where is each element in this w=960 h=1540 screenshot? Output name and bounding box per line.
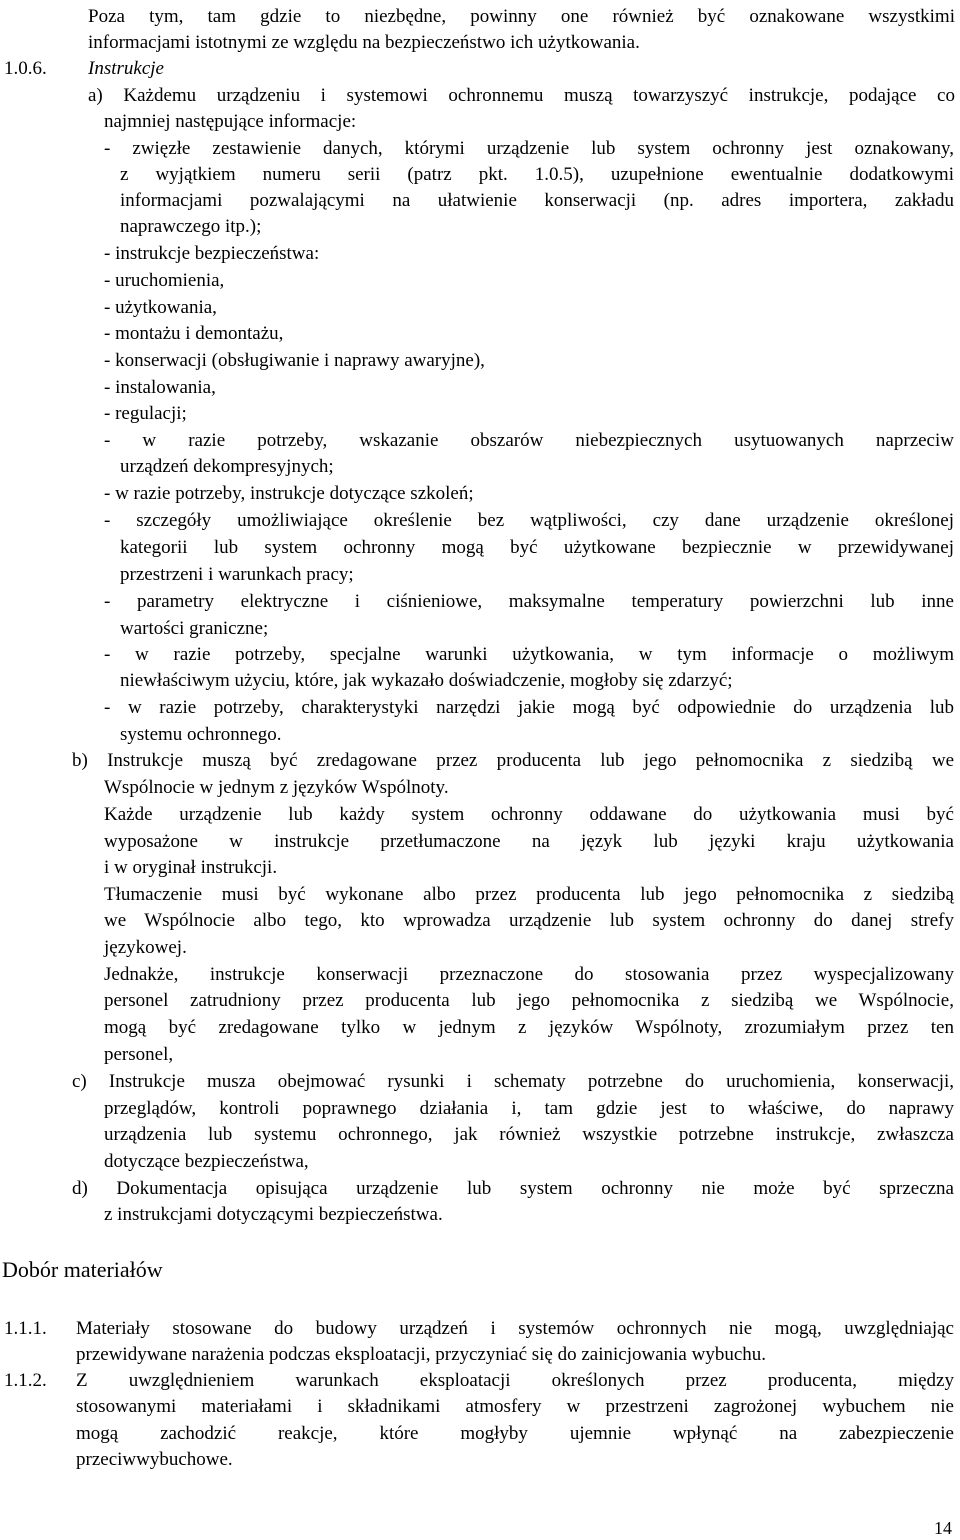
b-line-11: mogą być zredagowane tylko w jednym z języków Wspólnoty, zrozumiałym przez ten xyxy=(104,1017,954,1038)
a-line-22: - w razie potrzeby, specjalne warunki użytkowania, w tym informacje o możliwym xyxy=(104,644,954,665)
a-line-8: - uruchomienia, xyxy=(104,270,225,291)
page-number: 14 xyxy=(934,1518,952,1538)
b-line-8: językowej. xyxy=(104,937,187,958)
c-line-4: dotyczące bezpieczeństwa, xyxy=(104,1151,309,1172)
a-line-16: - w razie potrzeby, instrukcje dotyczące szkoleń; xyxy=(104,483,474,504)
s112-line-4: przeciwwybuchowe. xyxy=(76,1449,233,1470)
c-line-3: urządzenia lub systemu ochronnego, jak również wszystkie potrzebne instrukcje, zwłaszcza xyxy=(104,1124,954,1145)
s112-line-3: mogą zachodzić reakcje, które mogłyby ujemnie wpłynąć na zabezpieczenie xyxy=(76,1423,954,1444)
s111-line-2: przewidywane narażenia podczas eksploatacji, przyczyniać się do zainicjowania wybuchu. xyxy=(76,1344,767,1365)
a-line-14: - w razie potrzeby, wskazanie obszarów niebezpiecznych usytuowanych naprzeciw xyxy=(104,430,954,451)
d-line-2: z instrukcjami dotyczącymi bezpieczeństwa. xyxy=(104,1204,443,1225)
a-line-23: niewłaściwym użyciu, które, jak wykazało doświadczenie, mogłoby się zdarzyć; xyxy=(120,670,733,691)
s111-line-1: Materiały stosowane do budowy urządzeń i systemów ochronnych nie mogą, uwzględniając xyxy=(76,1318,954,1339)
b-line-2: Wspólnocie w jednym z języków Wspólnoty. xyxy=(104,777,449,798)
intro-line-2: informacjami istotnymi ze względu na bezpieczeństwo ich użytkowania. xyxy=(88,32,640,53)
a-line-6: naprawczego itp.); xyxy=(120,216,262,237)
a-line-17: - szczegóły umożliwiające określenie bez wątpliwości, czy dane urządzenie określonej xyxy=(104,510,954,531)
section-number-106: 1.0.6. xyxy=(4,58,47,79)
a-line-7: - instrukcje bezpieczeństwa: xyxy=(104,243,320,264)
a-line-9: - użytkowania, xyxy=(104,297,217,318)
b-line-6: Tłumaczenie musi być wykonane albo przez producenta lub jego pełnomocnika z siedzibą xyxy=(104,884,954,905)
a-line-3: - zwięzłe zestawienie danych, którymi urządzenie lub system ochronny jest oznakowany, xyxy=(104,138,954,159)
b-line-5: i w oryginał instrukcji. xyxy=(104,857,278,878)
b-line-7: we Wspólnocie albo tego, kto wprowadza urządzenie lub system ochronny do danej strefy xyxy=(104,910,954,931)
b-line-10: personel zatrudniony przez producenta lub jego pełnomocnika z siedzibą we Wspólnocie, xyxy=(104,990,954,1011)
b-line-3: Każde urządzenie lub każdy system ochronny oddawane do użytkowania musi być xyxy=(104,804,954,825)
a-line-15: urządzeń dekompresyjnych; xyxy=(120,456,334,477)
a-line-24: - w razie potrzeby, charakterystyki narzędzi jakie mogą być odpowiednie do urządzenia lub xyxy=(104,697,954,718)
a-line-13: - regulacji; xyxy=(104,403,187,424)
c-line-1: c) Instrukcje musza obejmować rysunki i schematy potrzebne do uruchomienia, konserwacji, xyxy=(72,1071,954,1092)
b-line-1: b) Instrukcje muszą być zredagowane przez producenta lub jego pełnomocnika z siedzibą we xyxy=(72,750,954,771)
a-line-4: z wyjątkiem numeru serii (patrz pkt. 1.0.5), uzupełnione ewentualnie dodatkowymi xyxy=(120,164,954,185)
section-heading-dobor-materialow: Dobór materiałów xyxy=(2,1257,163,1282)
s112-line-1: Z uwzględnieniem warunkach eksploatacji określonych przez producenta, między xyxy=(76,1370,954,1391)
a-line-11: - konserwacji (obsługiwanie i naprawy awaryjne), xyxy=(104,350,485,371)
section-number-111: 1.1.1. xyxy=(4,1318,47,1339)
s112-line-2: stosowanymi materiałami i składnikami atmosfery w przestrzeni zagrożonej wybuchem nie xyxy=(76,1396,954,1417)
a-line-1: a) Każdemu urządzeniu i systemowi ochronnemu muszą towarzyszyć instrukcje, podające co xyxy=(88,85,955,106)
b-line-4: wyposażone w instrukcje przetłumaczone na język lub języki kraju użytkowania xyxy=(104,831,954,852)
a-line-25: systemu ochronnego. xyxy=(120,724,282,745)
a-line-5: informacjami pozwalającymi na ułatwienie konserwacji (np. adres importera, zakładu xyxy=(120,190,954,211)
intro-line-1: Poza tym, tam gdzie to niezbędne, powinny one również być oznakowane wszystkimi xyxy=(88,6,955,27)
a-line-19: przestrzeni i warunkach pracy; xyxy=(120,564,354,585)
b-line-12: personel, xyxy=(104,1044,174,1065)
d-line-1: d) Dokumentacja opisująca urządzenie lub system ochronny nie może być sprzeczna xyxy=(72,1178,954,1199)
a-line-2: najmniej następujące informacje: xyxy=(104,111,357,132)
a-line-12: - instalowania, xyxy=(104,377,216,398)
c-line-2: przeglądów, kontroli poprawnego działania i, tam gdzie jest to właściwe, do naprawy xyxy=(104,1098,954,1119)
section-title-instrukcje: Instrukcje xyxy=(88,58,164,79)
a-line-20: - parametry elektryczne i ciśnieniowe, maksymalne temperatury powierzchni lub inne xyxy=(104,591,954,612)
a-line-18: kategorii lub system ochronny mogą być użytkowane bezpiecznie w przewidywanej xyxy=(120,537,954,558)
b-line-9: Jednakże, instrukcje konserwacji przeznaczone do stosowania przez wyspecjalizowany xyxy=(104,964,954,985)
a-line-10: - montażu i demontażu, xyxy=(104,323,284,344)
section-number-112: 1.1.2. xyxy=(4,1370,47,1391)
a-line-21: wartości graniczne; xyxy=(120,618,269,639)
